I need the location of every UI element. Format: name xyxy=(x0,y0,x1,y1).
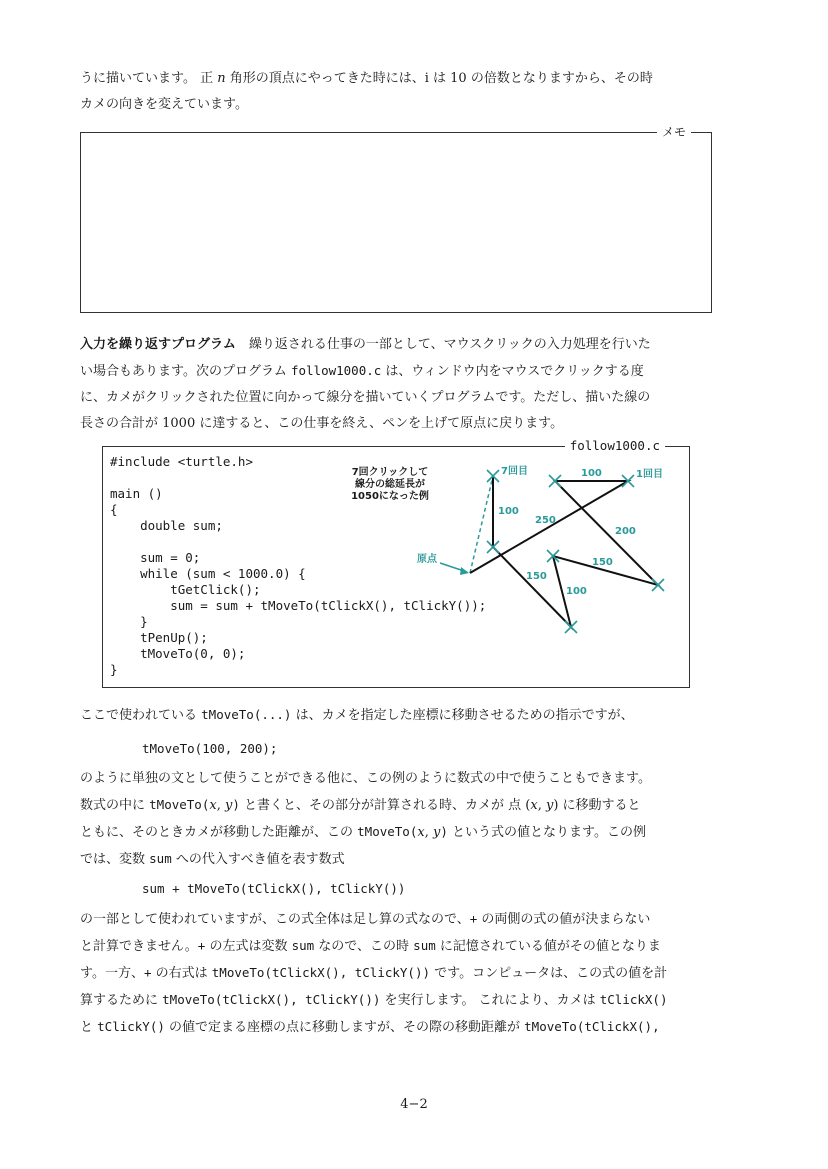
label-seventh-click: 7回目 xyxy=(501,466,528,477)
page-number: 4−2 xyxy=(400,1097,428,1112)
code-snippet-2: sum + tMoveTo(tClickX(), tClickY()) xyxy=(142,881,406,896)
code-snippet-1: tMoveTo(100, 200); xyxy=(142,741,278,756)
section-line-2: い場合もあります。次のプログラム follow1000.c は、ウィンドウ内をマウスでクリックする度 xyxy=(80,363,644,379)
expression-paragraph xyxy=(80,766,712,873)
origin-arrowhead xyxy=(460,567,469,575)
segment-length-label: 150 xyxy=(526,571,547,582)
intro-line-1: うに描いています。 正 n 角形の頂点にやってきた時には、i は 10 の倍数となりますから、その時 xyxy=(80,71,653,86)
cross-marker xyxy=(547,550,559,562)
code-line: tMoveTo(0, 0); xyxy=(110,646,246,661)
figure-caption-line: 線分の総延長が xyxy=(355,479,425,490)
code-line: { xyxy=(110,502,118,517)
memo-label: メモ xyxy=(657,124,691,140)
click-path-figure xyxy=(300,459,680,639)
section-paragraph xyxy=(80,332,712,437)
expression-line-2: 数式の中に tMoveTo(x, y) と書くと、その部分が計算される時、カメが 点 (x, y) に移動すると xyxy=(80,797,641,813)
evaluation-paragraph xyxy=(80,906,712,1041)
section-line-3: に、カメがクリックされた位置に向かって線分を描いていくプログラムです。ただし、描いた線の xyxy=(80,390,651,405)
inline-code: tMoveTo(...) xyxy=(201,707,292,722)
figure-caption-line: 1050になった例 xyxy=(351,491,429,502)
code-filename-label: follow1000.c xyxy=(565,438,665,454)
explanation-text: ここで使われている tMoveTo(...) は、カメを指定した座標に移動させるための指示ですが、 xyxy=(80,707,634,723)
code-line: } xyxy=(110,614,148,629)
segment-length-label: 100 xyxy=(498,506,519,517)
code-line: tGetClick(); xyxy=(110,582,261,597)
section-line-4: 長さの合計が 1000 に達すると、この仕事を終え、ペンを上げて原点に戻ります。 xyxy=(80,416,564,431)
evaluation-line-4: 算するために tMoveTo(tClickX(), tClickY()) を実行します。 これにより、カメは tClickX() xyxy=(80,992,668,1008)
evaluation-line-3: す。一方、+ の右式は tMoveTo(tClickX(), tClickY()) です。コンピュータは、この式の値を計 xyxy=(80,965,668,981)
click-markers xyxy=(487,470,664,633)
evaluation-line-1: の一部として使われていますが、この式全体は足し算の式なので、+ の両側の式の値が決まらない xyxy=(80,911,651,927)
label-origin: 原点 xyxy=(417,554,437,565)
return-dashed-line xyxy=(470,476,493,573)
cross-marker xyxy=(652,579,664,591)
segment-length-label: 200 xyxy=(615,526,636,537)
segment-length-label: 250 xyxy=(535,515,556,526)
segment-length-label: 100 xyxy=(581,468,602,479)
memo-box[interactable] xyxy=(80,125,712,313)
code-line: while (sum < 1000.0) { xyxy=(110,566,306,581)
intro-line-2: カメの向きを変えています。 xyxy=(80,97,248,112)
evaluation-line-2: と計算できません。+ の左式は変数 sum なので、この時 sum に記憶されている値がその値となりま xyxy=(80,938,661,954)
explanation-line xyxy=(80,702,712,729)
code-line: #include <turtle.h> xyxy=(110,454,253,469)
segment-length-label: 100 xyxy=(566,586,587,597)
section-line-1: 入力を繰り返すプログラム 繰り返される仕事の一部として、マウスクリックの入力処理を行いた xyxy=(80,337,651,352)
expression-line-4: では、変数 sum への代入すべき値を表す数式 xyxy=(80,851,345,867)
figure-svg xyxy=(300,459,680,639)
expression-line-3: ともに、そのときカメが移動した距離が、この tMoveTo(x, y) という式の値となります。この例 xyxy=(80,824,646,840)
label-first-click: 1回目 xyxy=(636,469,663,480)
code-line: sum = sum + tMoveTo(tClickX(), tClickY()); xyxy=(110,598,487,613)
evaluation-line-5: と tClickY() の値で定まる座標の点に移動しますが、その際の移動距離が tMoveTo(tClickX(), xyxy=(80,1019,660,1035)
code-line: tPenUp(); xyxy=(110,630,208,645)
section-heading: 入力を繰り返すプログラム xyxy=(80,337,236,352)
math-n: n xyxy=(217,71,226,86)
code-line: sum = 0; xyxy=(110,550,201,565)
cross-marker xyxy=(565,621,577,633)
code-line: double sum; xyxy=(110,518,223,533)
inline-filename: follow1000.c xyxy=(290,363,382,378)
expression-line-1: のように単独の文として使うことができる他に、この例のように数式の中で使うこともできます。 xyxy=(80,771,651,786)
code-line: main () xyxy=(110,486,163,501)
segment-length-label: 150 xyxy=(592,557,613,568)
figure-caption-line: 7回クリックして xyxy=(351,467,429,478)
intro-paragraph xyxy=(80,66,712,118)
code-line: } xyxy=(110,662,118,677)
